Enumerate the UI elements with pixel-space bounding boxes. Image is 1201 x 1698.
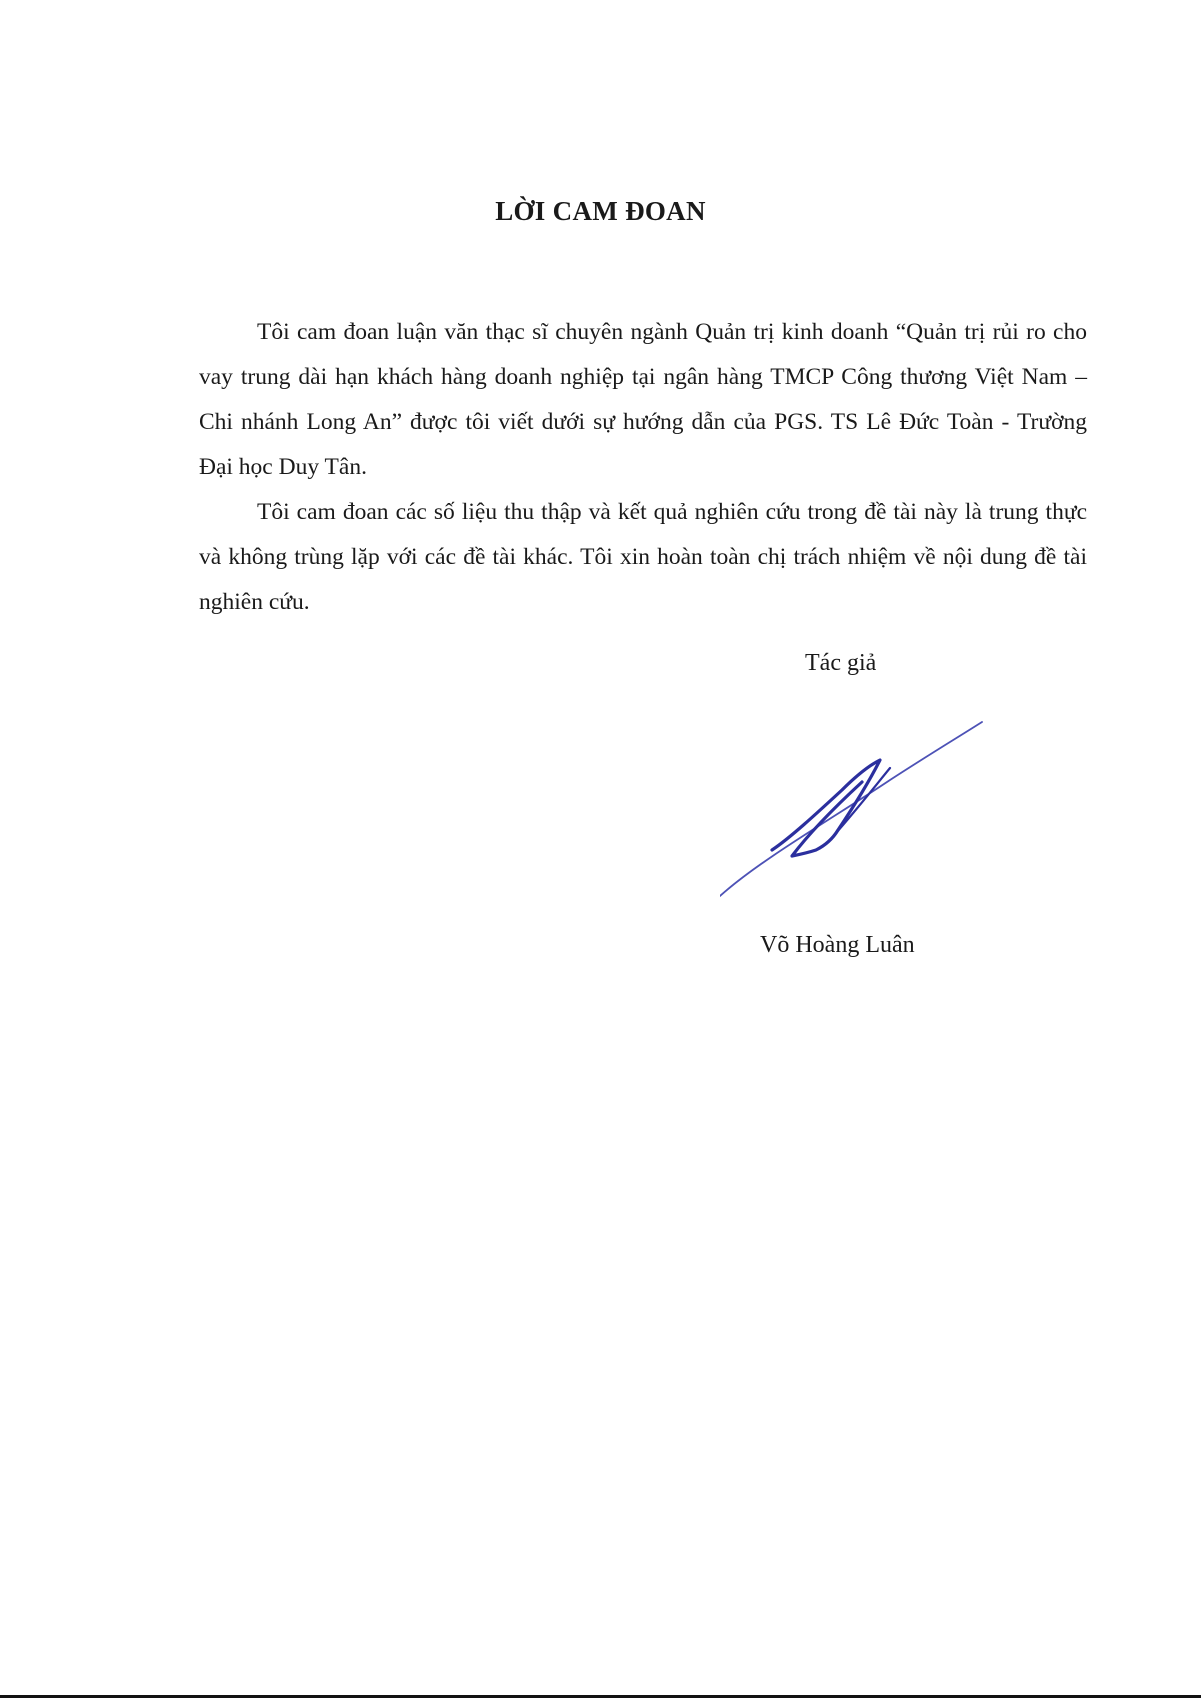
author-name: Võ Hoàng Luân bbox=[760, 932, 915, 958]
paragraph-1: Tôi cam đoan luận văn thạc sĩ chuyên ngành Quản trị kinh doanh “Quản trị rủi ro cho vay trung dài hạn khách hàng doanh nghiệp tại ngân hàng TMCP Công thương Việt Nam – Chi nhánh Long An” được tôi viết dưới sự hướng dẫn của PGS. TS Lê Đức Toàn - Trường Đại học Duy Tân. bbox=[199, 319, 1087, 480]
declaration-body bbox=[199, 310, 1087, 625]
signature-main-stroke bbox=[772, 760, 880, 856]
author-role: Tác giả bbox=[805, 650, 877, 676]
handwritten-signature bbox=[720, 710, 1000, 900]
paragraph-2: Tôi cam đoan các số liệu thu thập và kết quả nghiên cứu trong đề tài này là trung thực và không trùng lặp với các đề tài khác. Tôi xin hoàn toàn chị trách nhiệm về nội dung đề tài nghiên cứu. bbox=[199, 499, 1087, 615]
page-title: LỜI CAM ĐOAN bbox=[495, 196, 706, 226]
